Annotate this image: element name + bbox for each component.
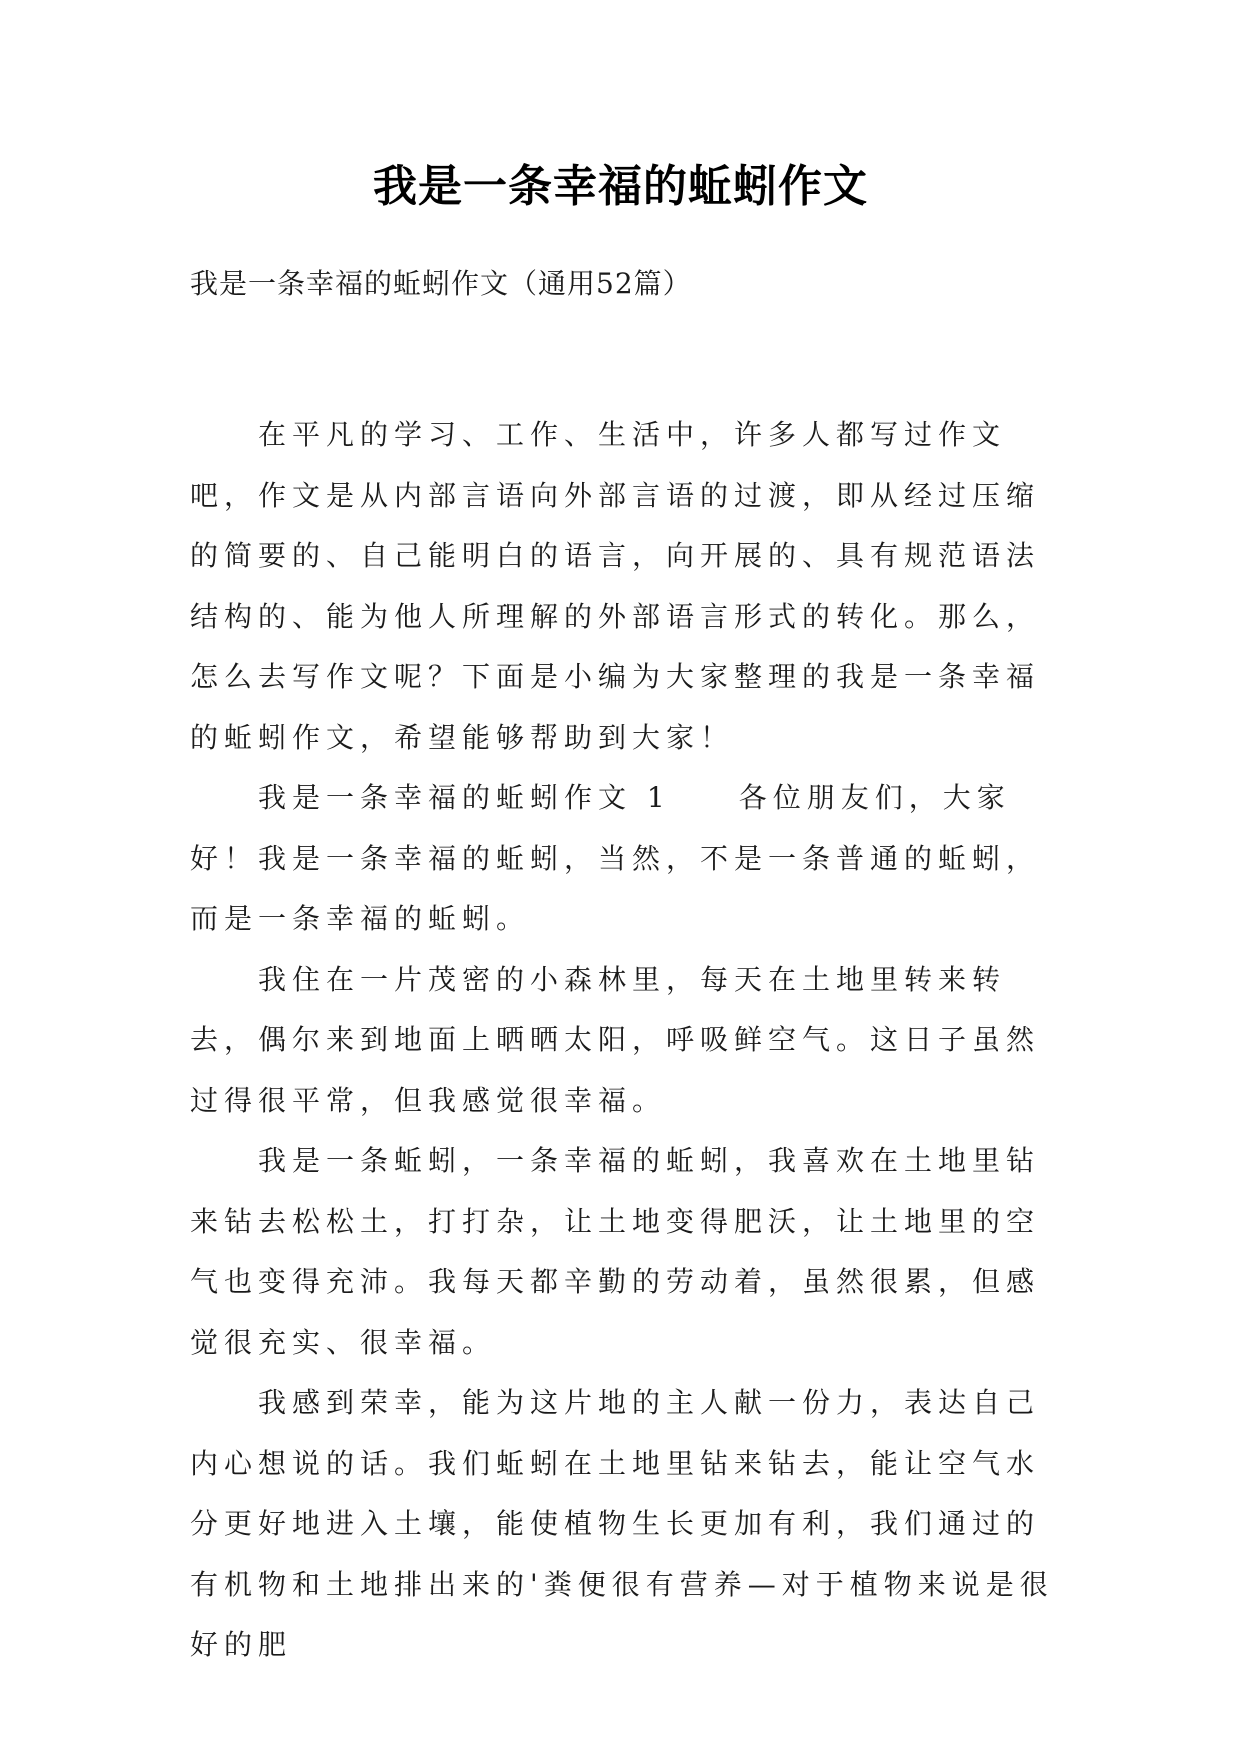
paragraph-intro: 在平凡的学习、工作、生活中，许多人都写过作文吧，作文是从内部言语向外部言语的过渡，即从经过压缩的简要的、自己能明白的语言，向开展的、具有规范语法结构的、能为他人所理解的外部语言形式的转化。那么，怎么去写作文呢？下面是小编为大家整理的我是一条幸福的蚯蚓作文，希望能够帮助到大家！ — [190, 418, 1041, 754]
document-subtitle: 我是一条幸福的蚯蚓作文（通用52篇） — [190, 267, 692, 300]
paragraph-essay-1-opening: 我是一条幸福的蚯蚓作文 1 各位朋友们，大家好！我是一条幸福的蚯蚓，当然，不是一条普通的蚯蚓，而是一条幸福的蚯蚓。 — [190, 781, 1041, 935]
paragraph-forest-life: 我住在一片茂密的小森林里，每天在土地里转来转去，偶尔来到地面上晒晒太阳，呼吸鲜空气。这日子虽然过得很平常，但我感觉很幸福。 — [190, 962, 1041, 1117]
document-title: 我是一条幸福的蚯蚓作文 — [373, 161, 868, 212]
document-body — [190, 405, 1065, 1676]
paragraph-honor: 我感到荣幸，能为这片地的主人献一份力，表达自己内心想说的话。我们蚯蚓在土地里钻来钻去，能让空气水分更好地进入土壤，能使植物生长更加有利，我们通过的有机物和土地排出来的'粪便很有营养—对于植物来说是很好的肥 — [190, 1386, 1054, 1661]
paragraph-loosening-soil: 我是一条蚯蚓，一条幸福的蚯蚓，我喜欢在土地里钻来钻去松松土，打打杂，让土地变得肥沃，让土地里的空气也变得充沛。我每天都辛勤的劳动着，虽然很累，但感觉很充实、很幸福。 — [190, 1144, 1041, 1359]
